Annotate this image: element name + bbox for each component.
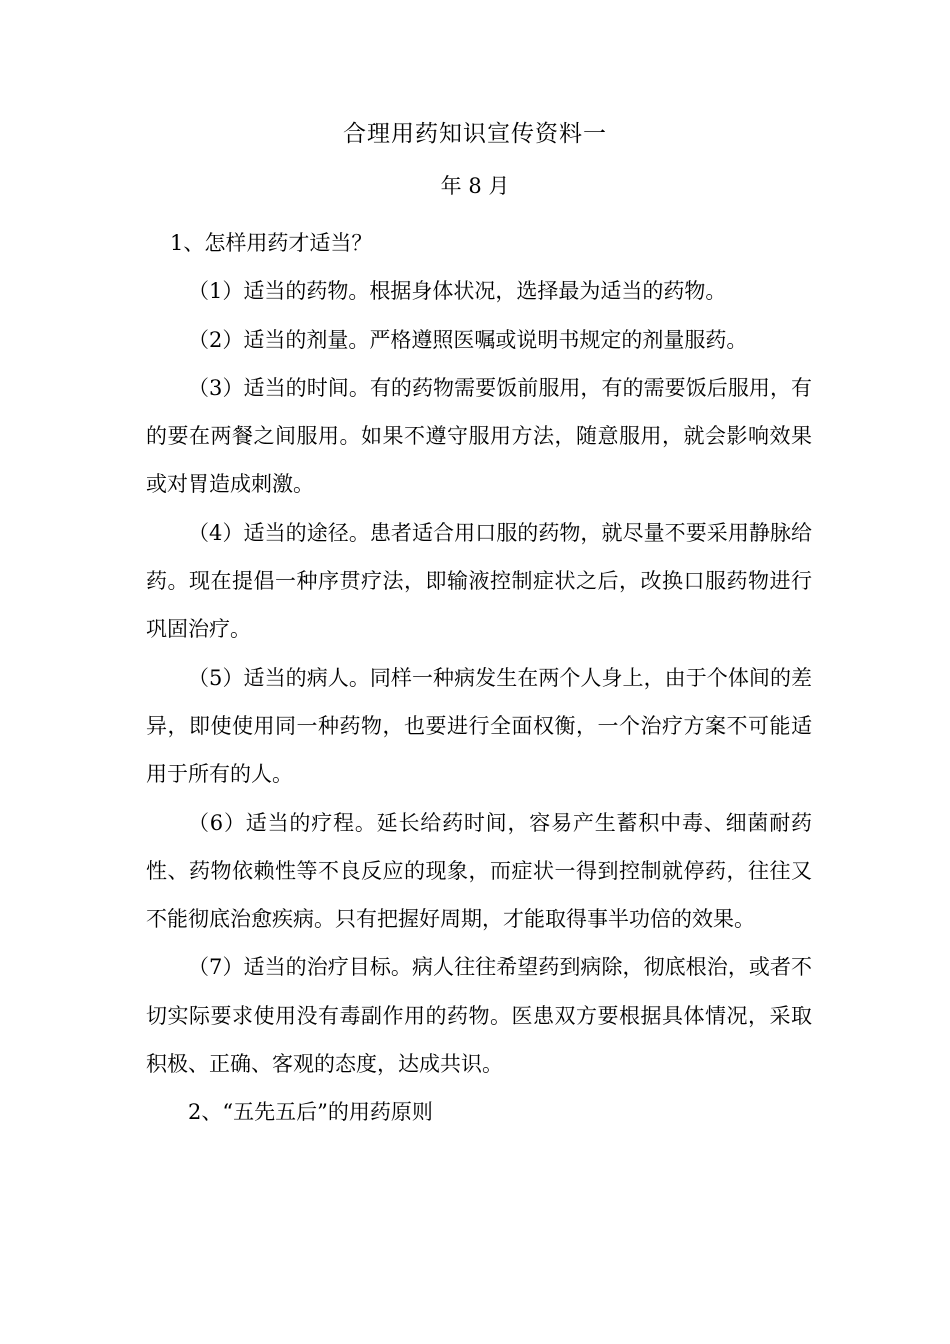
document-body	[146, 219, 812, 1137]
paragraph-item-1: （1）适当的药物。根据身体状况，选择最为适当的药物。	[188, 279, 727, 304]
paragraph-item-4: （4）适当的途径。患者适合用口服的药物，就尽量不要采用静脉给药。现在提倡一种序贯疗法，即输液控制症状之后，改换口服药物进行巩固治疗。	[146, 520, 812, 642]
section-2-heading: 2、“五先五后”的用药原则	[188, 1100, 433, 1125]
paragraph-item-2: （2）适当的剂量。严格遵照医嘱或说明书规定的剂量服药。	[188, 327, 748, 352]
paragraph-item-5: （5）适当的病人。同样一种病发生在两个人身上，由于个体间的差异，即使使用同一种药物，也要进行全面权衡，一个治疗方案不可能适用于所有的人。	[146, 665, 812, 787]
paragraph-item-6: （6）适当的疗程。延长给药时间，容易产生蓄积中毒、细菌耐药性、药物依赖性等不良反应的现象，而症状一得到控制就停药，往往又不能彻底治愈疾病。只有把握好周期，才能取得事半功倍的效果。	[146, 810, 812, 932]
section-1-heading: 1、怎样用药才适当？	[170, 231, 373, 255]
document-title: 合理用药知识宣传资料一	[343, 121, 607, 147]
document-date: 年 8 月	[440, 174, 510, 198]
paragraph-item-3: （3）适当的时间。有的药物需要饭前服用，有的需要饭后服用，有的要在两餐之间服用。如果不遵守服用方法，随意服用，就会影响效果或对胃造成刺激。	[146, 375, 812, 497]
paragraph-item-7: （7）适当的治疗目标。病人往往希望药到病除，彻底根治，或者不切实际要求使用没有毒副作用的药物。医患双方要根据具体情况，采取积极、正确、客观的态度，达成共识。	[146, 955, 812, 1077]
